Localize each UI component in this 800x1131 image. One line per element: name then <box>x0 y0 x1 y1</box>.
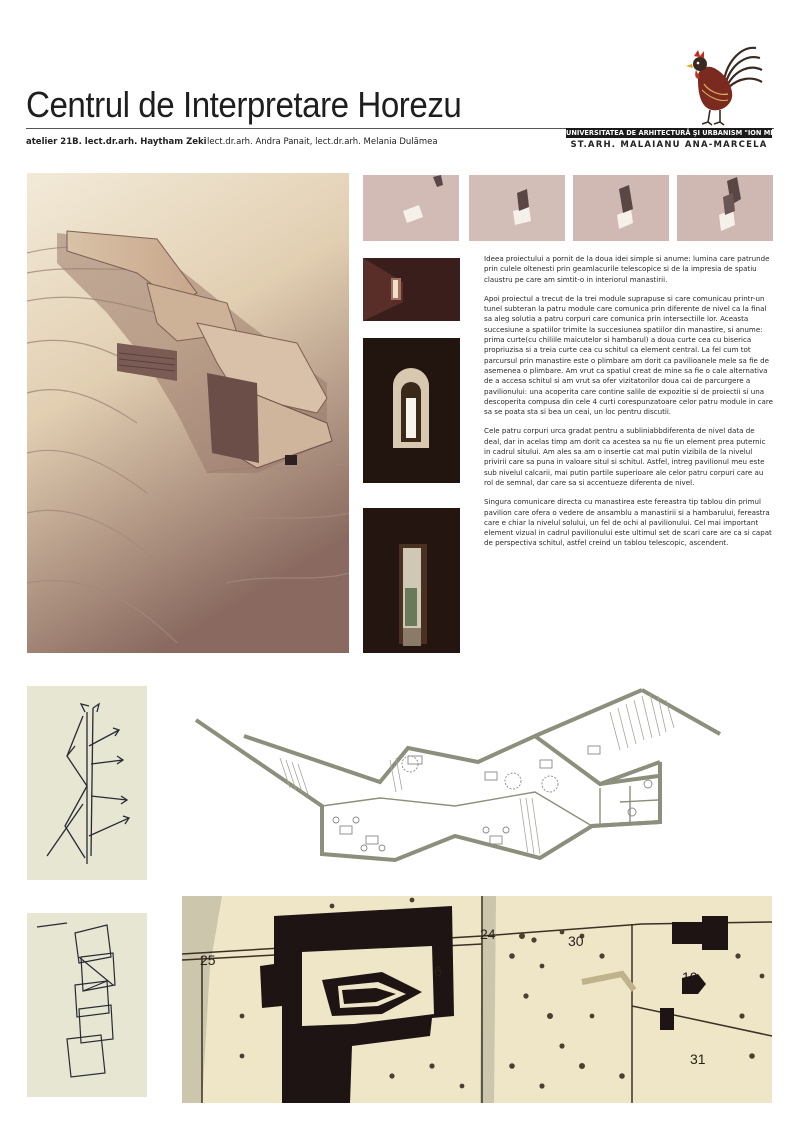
window-study-photo-2 <box>469 175 565 241</box>
arched-window-photo <box>363 338 460 483</box>
site-label-31: 31 <box>690 1051 706 1067</box>
atelier-credit <box>26 137 207 147</box>
slit-window-photo <box>363 508 460 653</box>
concept-sketch-arrows <box>27 686 147 880</box>
site-label-30: 30 <box>568 933 584 949</box>
rooster-logo <box>684 40 764 126</box>
site-label-25: 25 <box>200 952 216 968</box>
corridor-photo <box>363 258 460 321</box>
floor-plan <box>190 688 730 863</box>
description-paragraph-3: Cele patru corpuri urca gradat pentru a subliniabbdiferenta de nivel data de deal, dar in acelas timp am dorit ca acestea sa nu fie un element prea puternic in cadrul sitului. Am ales sa am o insertie cat mai putin vizibila de la nivelul privirii care sa puna in valoare situl si schitul. Astfel, intreg pavilionul meu este sub nivelul calcarii, mai putin partile superioare ale celor patru corpuri care au rol de semnal, dar care sa si accentueze diferenta de nivel. <box>484 426 766 487</box>
lecturers-credit: lect.dr.arh. Andra Panait, lect.dr.arh. Melania Dulămea <box>207 137 438 147</box>
site-label-24: 24 <box>480 926 496 942</box>
window-study-photo-1 <box>363 175 459 241</box>
site-label-10: 10 <box>682 969 698 985</box>
description-paragraph-1: Ideea proiectului a pornit de la doua idei simple si anume: lumina care patrunde prin culele oltenesti prin geamlacurile telescopice si de la impresia de spatiu claustru pe care am simtit-o in interiorul manastirii. <box>484 254 770 284</box>
description-paragraph-4: Singura comunicare directa cu manastirea este fereastra tip tablou din primul pavilion care ofera o vedere de ansamblu a manastirii si a hambarului, fereastra care e chiar la nivelul solului, un fel de ochi al pavilionului. Cel mai important element vizual in cadrul pavilionului este ultimul set de scari care are ca si capat de perspectiva schitul, astfel creind un tablou telescopic, ascendent. <box>484 497 772 548</box>
model-photo <box>27 173 349 653</box>
site-label-6: 6 <box>434 963 442 979</box>
concept-sketch-modules <box>27 913 147 1097</box>
window-study-photo-4 <box>677 175 773 241</box>
site-plan <box>182 896 772 1103</box>
window-study-photo-3 <box>573 175 669 241</box>
project-description <box>484 254 774 558</box>
page-title: Centrul de Interpretare Horezu <box>26 84 462 125</box>
atelier-text: atelier 21B. lect.dr.arh. Haytham Zeki <box>26 137 207 147</box>
description-paragraph-2: Apoi proiectul a trecut de la trei module suprapuse si care comunicau printr-un tunel subteran la patru module care comunica prin diferente de nivel ca la final sa aleg solutia a patru corpuri care comunica prin intersectiile lor. Aceasta succesiune a spatiilor trimite la succesiunea spatiilor din manastire, si anume: prima curte(cu chiliile maicutelor si hambarul) a doua curte cea cu biserica propriuzisa si a treia curte cea cu schitul ca element central. La fel cum tot parcursul prin manastire este o plimbare am dorit ca pavilioanele mele sa fie de asemenea o plimbare. Am vrut ca spatiul creat de mine sa fie o cale alternativa de a accesa schitul si am vrut sa ofer vizitatorilor doua cai de parcurgere a pavilionului: una acoperita care contine salile de expozitie si de proiectii si una descoperita compusa din cele 4 curti corespunzatoare celor patru module in care sa se poata sta si bea un ceai, un loc pentru discutii. <box>484 293 774 417</box>
university-name: UNIVERSITATEA DE ARHITECTURĂ ŞI URBANISM "ION MINCU" <box>566 129 792 137</box>
student-name: ST.ARH. MALAIANU ANA-MARCELA <box>570 140 768 150</box>
